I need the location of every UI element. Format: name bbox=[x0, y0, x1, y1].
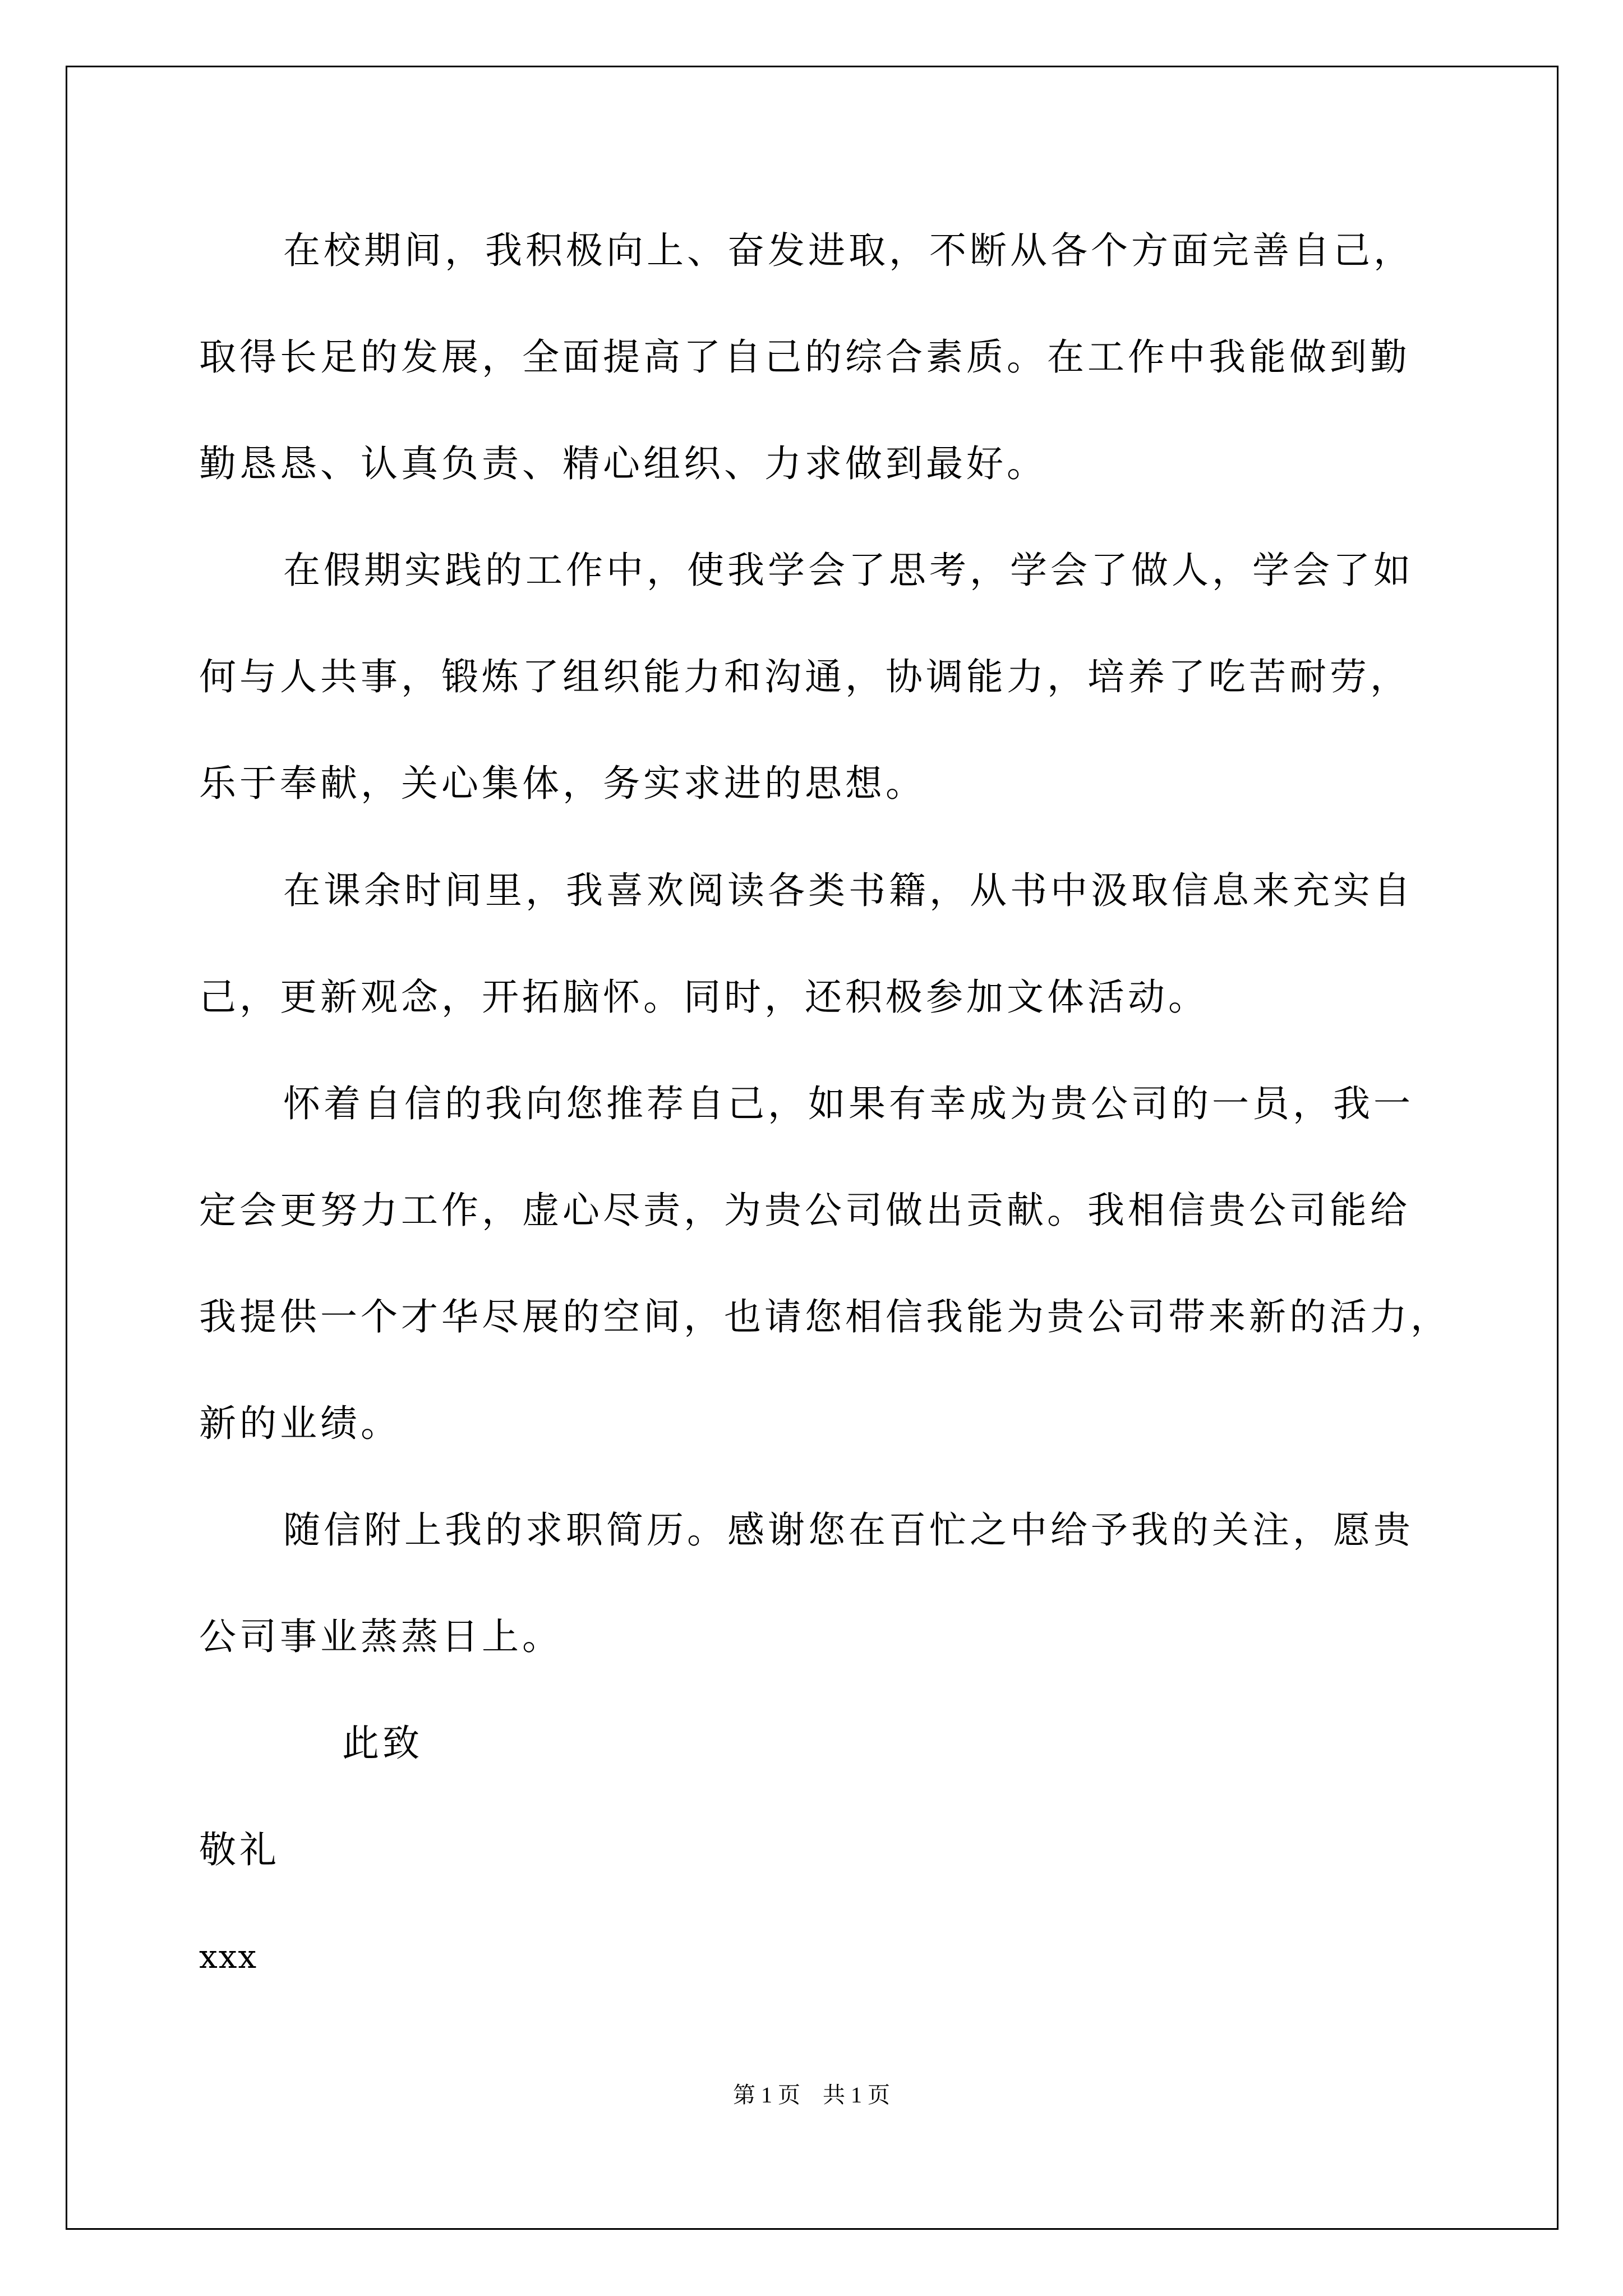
paragraph-5-line-2: 公司事业蒸蒸日上。 bbox=[199, 1615, 562, 1658]
signature: xxx bbox=[199, 1938, 258, 1976]
closing-regards: 敬礼 bbox=[199, 1828, 280, 1871]
paragraph-1-line-3: 勤恳恳、认真负责、精心组织、力求做到最好。 bbox=[199, 442, 1047, 485]
page-border bbox=[66, 66, 1559, 2230]
paragraph-4-line-3: 我提供一个才华尽展的空间，也请您相信我能为贵公司带来新的活力， bbox=[199, 1295, 1451, 1338]
page-footer: 第 1 页 共 1 页 bbox=[733, 2082, 890, 2108]
paragraph-1-line-2: 取得长足的发展，全面提高了自己的综合素质。在工作中我能做到勤 bbox=[199, 335, 1410, 379]
paragraph-4-line-1: 怀着自信的我向您推荐自己，如果有幸成为贵公司的一员，我一 bbox=[283, 1082, 1414, 1125]
paragraph-4-line-4: 新的业绩。 bbox=[199, 1402, 401, 1445]
paragraph-1-line-1: 在校期间，我积极向上、奋发进取，不断从各个方面完善自己， bbox=[283, 229, 1414, 272]
closing-salutation: 此致 bbox=[342, 1722, 423, 1765]
paragraph-3-line-1: 在课余时间里，我喜欢阅读各类书籍，从书中汲取信息来充实自 bbox=[283, 869, 1414, 912]
paragraph-2-line-1: 在假期实践的工作中，使我学会了思考，学会了做人，学会了如 bbox=[283, 549, 1414, 592]
paragraph-2-line-2: 何与人共事，锻炼了组织能力和沟通，协调能力，培养了吃苦耐劳， bbox=[199, 655, 1410, 698]
paragraph-2-line-3: 乐于奉献，关心集体，务实求进的思想。 bbox=[199, 762, 926, 805]
paragraph-4-line-2: 定会更努力工作，虚心尽责，为贵公司做出贡献。我相信贵公司能给 bbox=[199, 1189, 1410, 1232]
paragraph-5-line-1: 随信附上我的求职简历。感谢您在百忙之中给予我的关注，愿贵 bbox=[283, 1508, 1414, 1552]
paragraph-3-line-2: 己，更新观念，开拓脑怀。同时，还积极参加文体活动。 bbox=[199, 976, 1209, 1019]
